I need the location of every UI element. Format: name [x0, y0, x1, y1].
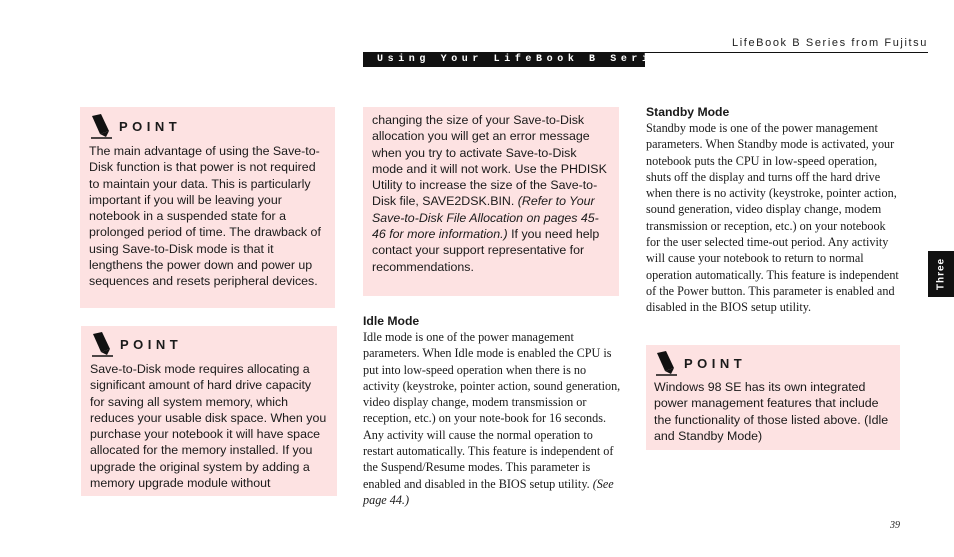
point-text: Windows 98 SE has its own integrated power management features that include the functionality of those listed above. (Idle and Standby Mode): [654, 380, 889, 443]
continued-tail: If you need help contact your support representative for recommendations.: [372, 227, 600, 274]
section-title-bar: Using Your LifeBook B Series: [363, 52, 645, 67]
pen-icon: [89, 113, 113, 139]
point-text: Save-to-Disk mode requires allocating a significant amount of hard drive capacity for saving all system memory, which reduces your usable disk space. When you purchase your notebook it will have space allocated for the memory installed. If you upgrade the original system by adding a memory upgrade module without: [90, 362, 327, 491]
idle-mode-text: Idle mode is one of the power management parameters. When Idle mode is enabled the CPU is put into low-speed operation when there is no activity (keystroke, pointer action, sound generation, video display change, modem transmission or reception, etc.) on your note-book for 16 seconds. Any activity will cause the normal operation to restart automatically. This feature is independent of the Suspend/Resume modes. This parameter is enabled and disabled in the BIOS setup utility.: [363, 330, 621, 491]
chapter-tab-label: Three: [935, 257, 947, 291]
point-label: POINT: [684, 356, 747, 371]
standby-mode-text: Standby mode is one of the power management parameters. When Standby mode is activated, your notebook puts the CPU in low-speed operation, shuts off the display and turns off the hard drive when there is no activity (keystroke, pointer action, sound generation, video display change, modem transmission or reception, etc.) on your notebook for the user selected time-out period. Any activity will cause your notebook to return to normal operation automatically. This feature is independent of the Power button. This parameter is enabled and disabled in the BIOS setup utility.: [646, 121, 899, 315]
running-title: LifeBook B Series from Fujitsu: [732, 37, 928, 49]
standby-mode-heading: Standby Mode: [646, 105, 730, 119]
point-box-1: [80, 107, 335, 308]
pen-icon: [90, 331, 114, 357]
point-box-3: [646, 345, 900, 450]
idle-mode-section: [363, 313, 621, 508]
point-label: POINT: [119, 119, 182, 134]
standby-mode-section: [646, 104, 902, 316]
point-continued-box: [363, 107, 619, 296]
point-text: The main advantage of using the Save-to-Disk function is that power is not required to maintain your data. This is particularly important if you will be leaving your notebook in a suspended state for a prolonged period of time. The drawback of using Save-to-Disk mode is that it lengthens the power down and power up sequences and resets peripheral devices.: [89, 144, 321, 289]
page-number: 39: [890, 520, 900, 531]
pen-icon: [654, 350, 678, 376]
point-label: POINT: [120, 337, 183, 352]
idle-mode-reference: (See page 44.): [363, 476, 614, 507]
point-box-2: [81, 326, 337, 496]
continued-reference: (Refer to Your Save-to-Disk File Allocation on pages 45-46 for more information.): [372, 194, 599, 242]
idle-mode-heading: Idle Mode: [363, 314, 420, 328]
chapter-tab: [928, 251, 954, 297]
continued-text: changing the size of your Save-to-Disk allocation you will get an error message when you try to activate Save-to-Disk mode and it will not work. Use the PHDISK Utility to increase the size of the Save-to-Disk file, SAVE2DSK.BIN.: [372, 113, 607, 209]
